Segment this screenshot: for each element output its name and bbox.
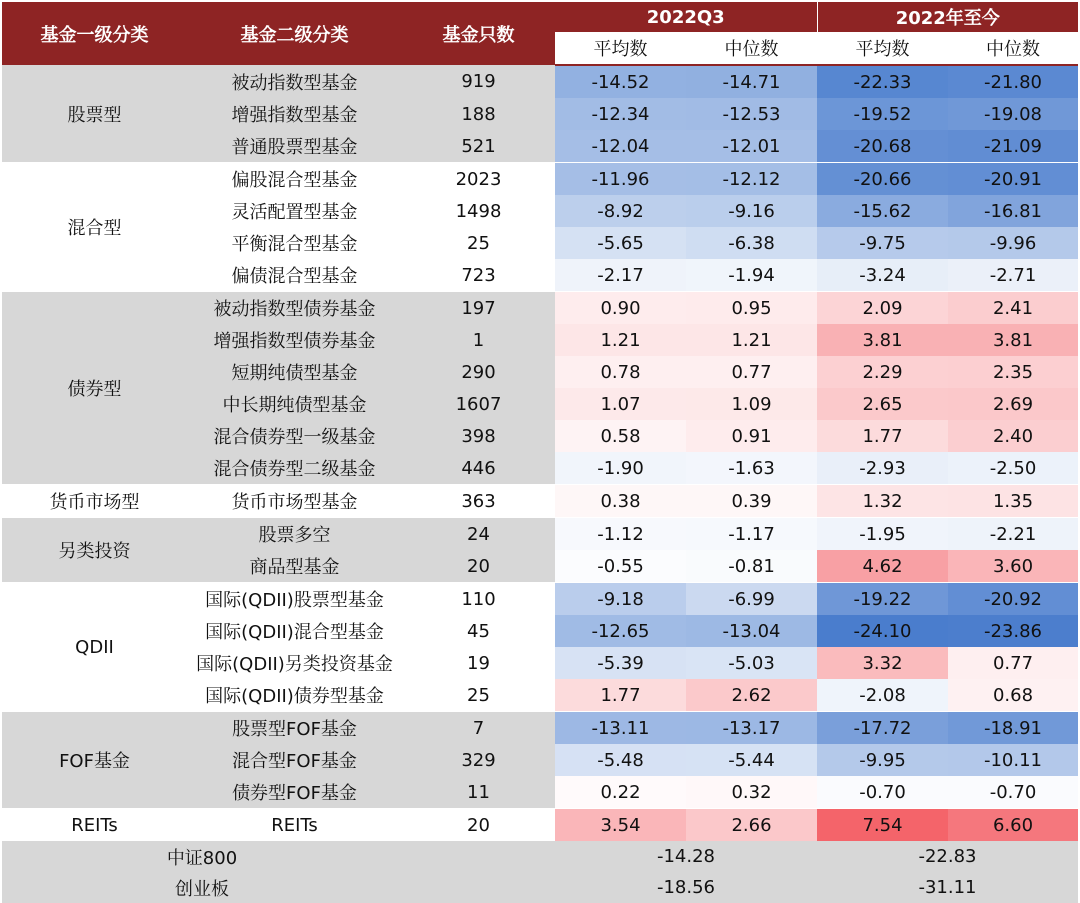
fund-count: 197 bbox=[402, 292, 555, 325]
subcategory-label: 普通股票型基金 bbox=[187, 130, 402, 163]
benchmark-row bbox=[2, 872, 1078, 903]
ytd-mean-value: -19.22 bbox=[817, 583, 948, 616]
benchmark-q3-value: -18.56 bbox=[555, 872, 817, 903]
table-row bbox=[2, 518, 1078, 551]
subcategory-label: 短期纯债型基金 bbox=[187, 356, 402, 388]
q3-median-value: -6.38 bbox=[686, 227, 817, 259]
ytd-mean-value: 4.62 bbox=[817, 550, 948, 583]
table-row bbox=[2, 583, 1078, 616]
ytd-median-value: 2.41 bbox=[948, 292, 1078, 325]
q3-mean-value: -8.92 bbox=[555, 195, 686, 227]
table-row bbox=[2, 292, 1078, 325]
benchmark-spacer bbox=[402, 872, 555, 903]
group-label: 股票型 bbox=[2, 65, 187, 163]
benchmark-spacer bbox=[402, 841, 555, 872]
table-row bbox=[2, 712, 1078, 745]
fund-count: 25 bbox=[402, 679, 555, 712]
ytd-mean-value: -20.66 bbox=[817, 163, 948, 196]
benchmark-ytd-value: -31.11 bbox=[817, 872, 1078, 903]
benchmark-row bbox=[2, 841, 1078, 872]
subcategory-label: 灵活配置型基金 bbox=[187, 195, 402, 227]
subcategory-label: 债券型FOF基金 bbox=[187, 776, 402, 809]
header-period-q3: 2022Q3 bbox=[555, 2, 817, 32]
subcategory-label: 国际(QDII)另类投资基金 bbox=[187, 647, 402, 679]
header-count: 基金只数 bbox=[402, 2, 555, 65]
q3-mean-value: -1.12 bbox=[555, 518, 686, 551]
ytd-mean-value: -9.75 bbox=[817, 227, 948, 259]
q3-median-value: -12.53 bbox=[686, 98, 817, 130]
ytd-mean-value: -17.72 bbox=[817, 712, 948, 745]
q3-median-value: 0.91 bbox=[686, 420, 817, 452]
table-row bbox=[2, 809, 1078, 842]
ytd-mean-value: 3.81 bbox=[817, 324, 948, 356]
ytd-median-value: -21.09 bbox=[948, 130, 1078, 163]
q3-median-value: -5.03 bbox=[686, 647, 817, 679]
ytd-mean-value: 2.65 bbox=[817, 388, 948, 420]
q3-mean-value: 1.21 bbox=[555, 324, 686, 356]
subcategory-label: 平衡混合型基金 bbox=[187, 227, 402, 259]
ytd-mean-value: 7.54 bbox=[817, 809, 948, 842]
ytd-median-value: -20.92 bbox=[948, 583, 1078, 616]
q3-median-value: -12.01 bbox=[686, 130, 817, 163]
ytd-median-value: -2.21 bbox=[948, 518, 1078, 551]
q3-mean-value: 1.07 bbox=[555, 388, 686, 420]
ytd-median-value: -18.91 bbox=[948, 712, 1078, 745]
header-level1: 基金一级分类 bbox=[2, 2, 187, 65]
ytd-median-value: 2.69 bbox=[948, 388, 1078, 420]
q3-mean-value: 0.22 bbox=[555, 776, 686, 809]
subcategory-label: 增强指数型基金 bbox=[187, 98, 402, 130]
ytd-median-value: -10.11 bbox=[948, 744, 1078, 776]
ytd-mean-value: -24.10 bbox=[817, 615, 948, 647]
group-label: 另类投资 bbox=[2, 518, 187, 583]
ytd-median-value: -16.81 bbox=[948, 195, 1078, 227]
subcategory-label: 被动指数型债券基金 bbox=[187, 292, 402, 325]
table-row bbox=[2, 163, 1078, 196]
ytd-mean-value: 2.29 bbox=[817, 356, 948, 388]
ytd-median-value: 0.77 bbox=[948, 647, 1078, 679]
benchmark-q3-value: -14.28 bbox=[555, 841, 817, 872]
q3-mean-value: -0.55 bbox=[555, 550, 686, 583]
fund-count: 446 bbox=[402, 452, 555, 485]
q3-mean-value: -12.65 bbox=[555, 615, 686, 647]
fund-performance-table bbox=[2, 2, 1078, 903]
fund-count: 24 bbox=[402, 518, 555, 551]
ytd-median-value: 1.35 bbox=[948, 485, 1078, 518]
q3-mean-value: 0.38 bbox=[555, 485, 686, 518]
ytd-mean-value: -9.95 bbox=[817, 744, 948, 776]
q3-median-value: -13.04 bbox=[686, 615, 817, 647]
fund-count: 919 bbox=[402, 65, 555, 98]
q3-median-value: 0.32 bbox=[686, 776, 817, 809]
ytd-median-value: 3.81 bbox=[948, 324, 1078, 356]
ytd-mean-value: -2.08 bbox=[817, 679, 948, 712]
q3-mean-value: -5.48 bbox=[555, 744, 686, 776]
ytd-median-value: -20.91 bbox=[948, 163, 1078, 196]
q3-mean-value: 0.78 bbox=[555, 356, 686, 388]
fund-count: 1498 bbox=[402, 195, 555, 227]
subcategory-label: REITs bbox=[187, 809, 402, 842]
ytd-median-value: -0.70 bbox=[948, 776, 1078, 809]
header-q3-mean: 平均数 bbox=[555, 32, 686, 65]
fund-count: 45 bbox=[402, 615, 555, 647]
group-label: FOF基金 bbox=[2, 712, 187, 809]
subcategory-label: 混合债券型二级基金 bbox=[187, 452, 402, 485]
q3-mean-value: -13.11 bbox=[555, 712, 686, 745]
fund-count: 25 bbox=[402, 227, 555, 259]
ytd-mean-value: -22.33 bbox=[817, 65, 948, 98]
subcategory-label: 中长期纯债型基金 bbox=[187, 388, 402, 420]
ytd-median-value: -9.96 bbox=[948, 227, 1078, 259]
ytd-median-value: 6.60 bbox=[948, 809, 1078, 842]
q3-mean-value: -14.52 bbox=[555, 65, 686, 98]
q3-median-value: -1.94 bbox=[686, 259, 817, 292]
fund-count: 329 bbox=[402, 744, 555, 776]
q3-median-value: -14.71 bbox=[686, 65, 817, 98]
q3-mean-value: -2.17 bbox=[555, 259, 686, 292]
ytd-mean-value: 1.32 bbox=[817, 485, 948, 518]
q3-mean-value: -5.39 bbox=[555, 647, 686, 679]
q3-median-value: -5.44 bbox=[686, 744, 817, 776]
fund-count: 1607 bbox=[402, 388, 555, 420]
fund-count: 398 bbox=[402, 420, 555, 452]
ytd-mean-value: 1.77 bbox=[817, 420, 948, 452]
subcategory-label: 偏股混合型基金 bbox=[187, 163, 402, 196]
q3-mean-value: 0.90 bbox=[555, 292, 686, 325]
q3-median-value: 0.95 bbox=[686, 292, 817, 325]
q3-mean-value: 0.58 bbox=[555, 420, 686, 452]
ytd-median-value: -21.80 bbox=[948, 65, 1078, 98]
subcategory-label: 被动指数型基金 bbox=[187, 65, 402, 98]
ytd-median-value: -19.08 bbox=[948, 98, 1078, 130]
q3-median-value: 0.77 bbox=[686, 356, 817, 388]
ytd-median-value: 2.40 bbox=[948, 420, 1078, 452]
q3-median-value: -6.99 bbox=[686, 583, 817, 616]
q3-median-value: 0.39 bbox=[686, 485, 817, 518]
ytd-mean-value: -2.93 bbox=[817, 452, 948, 485]
fund-count: 7 bbox=[402, 712, 555, 745]
header-ytd-median: 中位数 bbox=[948, 32, 1078, 65]
ytd-median-value: 2.35 bbox=[948, 356, 1078, 388]
ytd-median-value: -23.86 bbox=[948, 615, 1078, 647]
header-level2: 基金二级分类 bbox=[187, 2, 402, 65]
q3-mean-value: 3.54 bbox=[555, 809, 686, 842]
ytd-median-value: 3.60 bbox=[948, 550, 1078, 583]
fund-count: 19 bbox=[402, 647, 555, 679]
ytd-mean-value: -3.24 bbox=[817, 259, 948, 292]
fund-count: 2023 bbox=[402, 163, 555, 196]
q3-mean-value: -9.18 bbox=[555, 583, 686, 616]
q3-median-value: -12.12 bbox=[686, 163, 817, 196]
ytd-median-value: -2.50 bbox=[948, 452, 1078, 485]
fund-count: 521 bbox=[402, 130, 555, 163]
group-label: 货币市场型 bbox=[2, 485, 187, 518]
group-label: QDII bbox=[2, 583, 187, 712]
q3-median-value: -0.81 bbox=[686, 550, 817, 583]
fund-count: 1 bbox=[402, 324, 555, 356]
q3-mean-value: -12.34 bbox=[555, 98, 686, 130]
q3-median-value: 1.21 bbox=[686, 324, 817, 356]
benchmark-name: 中证800 bbox=[2, 841, 402, 872]
group-label: 混合型 bbox=[2, 163, 187, 292]
table-row bbox=[2, 65, 1078, 98]
header-ytd-mean: 平均数 bbox=[817, 32, 948, 65]
subcategory-label: 股票型FOF基金 bbox=[187, 712, 402, 745]
benchmark-name: 创业板 bbox=[2, 872, 402, 903]
q3-mean-value: -1.90 bbox=[555, 452, 686, 485]
fund-count: 188 bbox=[402, 98, 555, 130]
ytd-mean-value: -15.62 bbox=[817, 195, 948, 227]
q3-mean-value: -12.04 bbox=[555, 130, 686, 163]
ytd-median-value: 0.68 bbox=[948, 679, 1078, 712]
fund-count: 20 bbox=[402, 809, 555, 842]
subcategory-label: 混合债券型一级基金 bbox=[187, 420, 402, 452]
ytd-mean-value: -20.68 bbox=[817, 130, 948, 163]
q3-median-value: -13.17 bbox=[686, 712, 817, 745]
subcategory-label: 股票多空 bbox=[187, 518, 402, 551]
ytd-mean-value: -0.70 bbox=[817, 776, 948, 809]
q3-mean-value: 1.77 bbox=[555, 679, 686, 712]
header-period-ytd: 2022年至今 bbox=[817, 2, 1078, 32]
subcategory-label: 国际(QDII)股票型基金 bbox=[187, 583, 402, 616]
subcategory-label: 货币市场型基金 bbox=[187, 485, 402, 518]
ytd-mean-value: 2.09 bbox=[817, 292, 948, 325]
subcategory-label: 商品型基金 bbox=[187, 550, 402, 583]
fund-count: 20 bbox=[402, 550, 555, 583]
ytd-median-value: -2.71 bbox=[948, 259, 1078, 292]
q3-median-value: 1.09 bbox=[686, 388, 817, 420]
group-label: REITs bbox=[2, 809, 187, 842]
q3-median-value: -1.63 bbox=[686, 452, 817, 485]
q3-median-value: -1.17 bbox=[686, 518, 817, 551]
q3-mean-value: -11.96 bbox=[555, 163, 686, 196]
table-body bbox=[2, 65, 1078, 903]
fund-count: 290 bbox=[402, 356, 555, 388]
group-label: 债券型 bbox=[2, 292, 187, 485]
fund-count: 11 bbox=[402, 776, 555, 809]
subcategory-label: 偏债混合型基金 bbox=[187, 259, 402, 292]
fund-count: 363 bbox=[402, 485, 555, 518]
ytd-mean-value: -1.95 bbox=[817, 518, 948, 551]
fund-count: 110 bbox=[402, 583, 555, 616]
subcategory-label: 国际(QDII)债券型基金 bbox=[187, 679, 402, 712]
benchmark-ytd-value: -22.83 bbox=[817, 841, 1078, 872]
ytd-mean-value: -19.52 bbox=[817, 98, 948, 130]
subcategory-label: 国际(QDII)混合型基金 bbox=[187, 615, 402, 647]
header-q3-median: 中位数 bbox=[686, 32, 817, 65]
table-row bbox=[2, 485, 1078, 518]
q3-median-value: -9.16 bbox=[686, 195, 817, 227]
q3-median-value: 2.62 bbox=[686, 679, 817, 712]
q3-median-value: 2.66 bbox=[686, 809, 817, 842]
subcategory-label: 增强指数型债券基金 bbox=[187, 324, 402, 356]
subcategory-label: 混合型FOF基金 bbox=[187, 744, 402, 776]
q3-mean-value: -5.65 bbox=[555, 227, 686, 259]
fund-count: 723 bbox=[402, 259, 555, 292]
ytd-mean-value: 3.32 bbox=[817, 647, 948, 679]
